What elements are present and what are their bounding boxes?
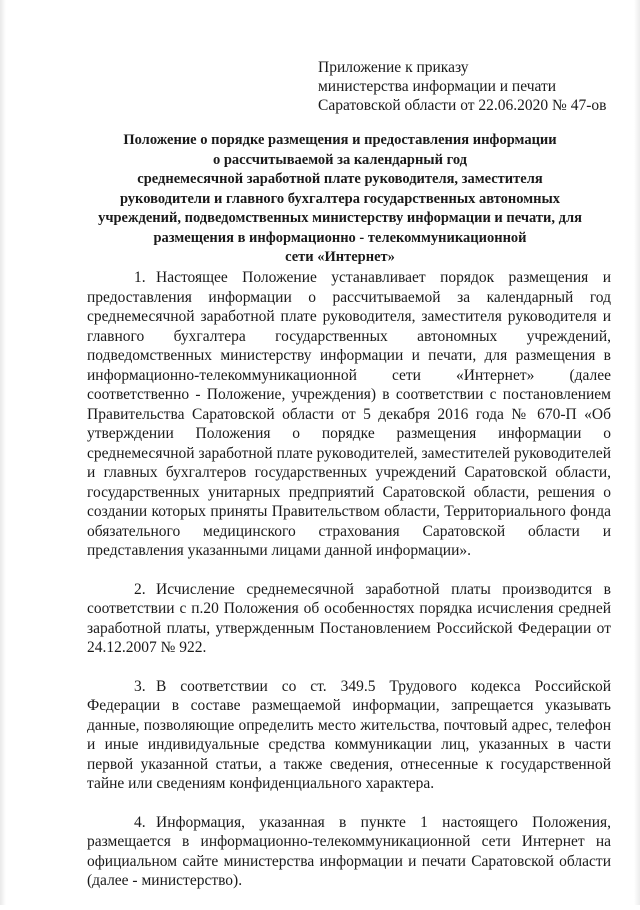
paragraph-text: В соответствии со ст. 349.5 Трудового кодекса Российской Федерации в составе размещаемой информации, запрещается указывать данные, позволяющие определить место жительства, почтовый адрес, телефон и иные индивидуальные средства коммуникации лиц, указанных в части первой указанной статьи, а также сведения, отнесенные к государственной тайне или сведениям конфиденциального характера. [87, 677, 611, 792]
appendix-line: Приложение к приказу [318, 59, 469, 76]
document-title [60, 131, 620, 268]
scan-edge-left [0, 0, 6, 905]
appendix-header [318, 58, 628, 115]
paragraph-number: 4. [134, 813, 146, 831]
paragraph-number: 3. [134, 677, 146, 695]
paragraph-1 [87, 268, 611, 561]
appendix-line: Саратовской области от 22.06.2020 № 47-ов [318, 97, 607, 114]
title-line: размещения в информационно - телекоммуникационной [153, 229, 527, 246]
paragraph-2 [87, 580, 611, 658]
title-line: сети «Интернет» [285, 249, 395, 265]
title-line: среднемесячной заработной плате руководителя, заместителя [137, 171, 543, 187]
document-body [87, 268, 611, 910]
paragraph-3 [87, 677, 611, 794]
paragraph-text: Информация, указанная в пункте 1 настоящего Положения, размещается в информационно-телекоммуникационной сети Интернет на официальном сайте министерства информации и печати Саратовской области (далее - министерство). [87, 813, 611, 889]
title-line: учреждений, подведомственных министерству информации и печати, для [98, 210, 582, 226]
appendix-line: министерства информации и печати [318, 78, 557, 95]
paragraph-number: 1. [134, 269, 146, 286]
title-line: Положение о порядке размещения и предоставления информации [123, 132, 557, 148]
paragraph-number: 2. [134, 580, 146, 598]
paragraph-text: Исчисление среднемесячной заработной платы производится в соответствии с п.20 Положения об особенностях порядка исчисления средней заработной платы, утвержденным Постановлением Российской Федерации от 24.12.2007 № 922. [87, 580, 611, 656]
title-line: о рассчитываемой за календарный год [212, 151, 467, 168]
title-line: руководители и главного бухгалтера государственных автономных [119, 190, 561, 207]
paragraph-text: Настоящее Положение устанавливает порядок размещения и предоставления информации о рассчитываемой за календарный год среднемесячной заработной плате руководителя, заместителя руководителя и главного бухгалтера государственных автономных учреждений, подведомственных министерству информации и печати, для размещения в информационно-телекоммуникационной сети «Интернет» (далее соответственно - Положение, учреждения) в соответствии с постановлением Правительства Саратовской области от 5 декабря 2016 года № 670-П «Об утверждении Положения о порядке размещения информации о среднемесячной заработной плате руководителей, заместителей руководителей и главных бухгалтеров государственных учреждений Саратовской области, государственных унитарных предприятий Саратовской области, решения о создании которых приняты Правительством области, Территориального фонда обязательного медицинского страхования Саратовской области и представления указанными лицами данной информации». [87, 269, 611, 559]
scan-edge-right [634, 0, 640, 905]
paragraph-4 [87, 813, 611, 891]
